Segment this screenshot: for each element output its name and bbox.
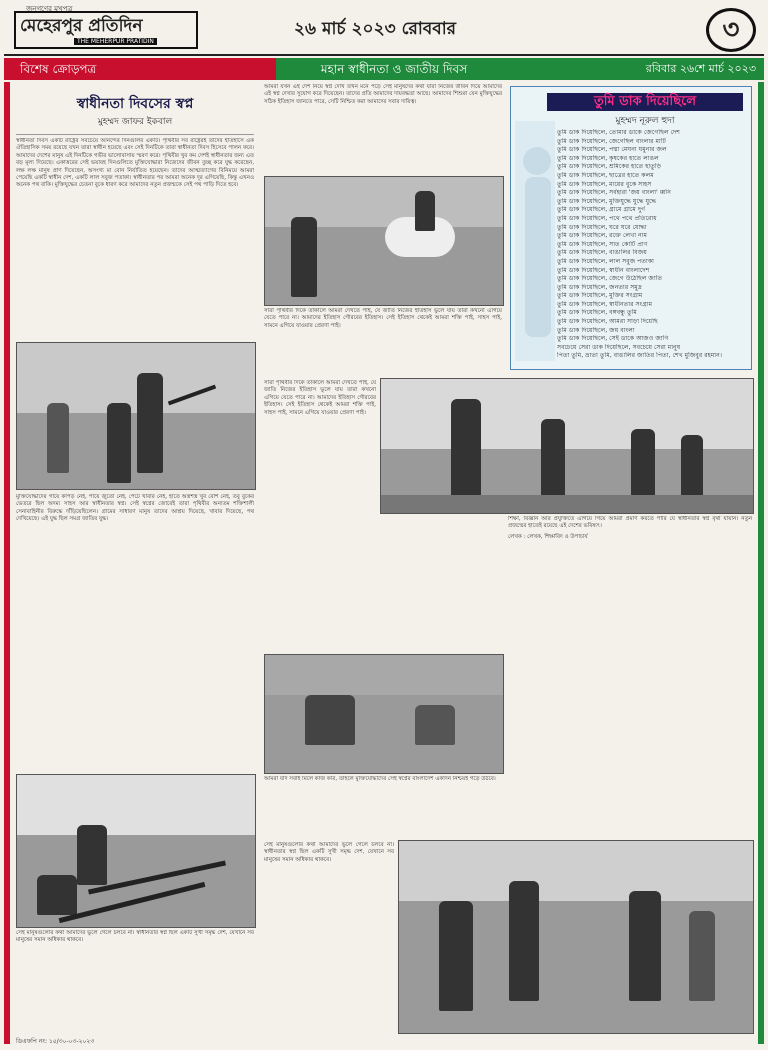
paragraph: সেই মানুষগুলোর কথা আমাদের ভুলে গেলে চলবে না। স্বাধীনতার স্বপ্ন ছিল একটি সুখী সমৃদ্ধ দেশ, যেখানে সব মানুষের সমান অধিকার থাকবে। [16,930,254,944]
poem-line: তুমি ডাক দিয়েছিলে, রক্তে লেখা নাম [557,232,647,240]
paragraph: সারা পৃথিবীর দিকে তাকালে আমরা দেখতে পাই, যে জাতি নিজের ইতিহাস ভুলে যায় তারা কখনো এগিয়ে যেতে পারে না। আমাদের ইতিহাস গৌরবের ইতিহাস। সেই ইতিহাস থেকেই আমরা শক্তি পাই, সাহস পাই, সামনে এগিয়ে যাওয়ার প্রেরণা পাই। [264,380,376,416]
column-2-text-bottom [264,842,394,1030]
poem-line: সবচেয়ে সেরা ডাক দিয়েছিলে, সবচেয়ে সেরা মানুষ [557,343,681,351]
column-2-text-top [264,84,502,174]
newspaper-logo-subtitle: THE MEHERPUR PRATIDIN [74,38,157,45]
section-title: মহান স্বাধীনতা ও জাতীয় দিবস [276,58,512,80]
poem-line: তুমি ডাক দিয়েছিলে, তোমার ডাকে জেগেছিল দেশ [557,129,680,136]
poem-line: তুমি ডাক দিয়েছিলে, ছাত্রের হাতে কলম [557,171,654,179]
poem-title: তুমি ডাক দিয়েছিলে [547,93,743,111]
paragraph: মুক্তিযোদ্ধাদের গায়ে কাপড় নেই, পায়ে জুতো নেই, পেটে খাবার নেই, হাতে অস্ত্রশস্ত্র খুব বেশি নেই, তবু বুকের ভেতরে ছিল অদম্য সাহস আর স্বাধীনতার স্বপ্ন। সেই স্বপ্নের জোরেই তারা পৃথিবীর অন্যতম শক্তিশালী সেনাবাহিনীর বিরুদ্ধে দাঁড়িয়েছিলেন। গ্রামের সাধারণ মানুষ তাদের আশ্রয় দিয়েছে, খাবার দিয়েছে, পথ দেখিয়েছে। এই যুদ্ধ ছিল সমগ্র জাতির যুদ্ধ। [16,494,254,523]
poem-line: তুমি ডাক দিয়েছিলে, স্বাধীন বাংলাদেশ [557,266,650,274]
poem-line: তুমি ডাক দিয়েছিলে, পথে পথে প্রতিরোধ [557,214,657,222]
poem-line: তুমি ডাক দিয়েছিলে, ঘরে ঘরে যোদ্ধা [557,223,647,231]
paragraph: স্বাধীনতা দিবস একটি রাষ্ট্রের সবচেয়ে আনন্দের দিনগুলির একটি। পৃথিবীর সব রাষ্ট্রেরই তাদের ইতিহাসে এক ঐতিহাসিক সময় রয়েছে যখন তারা স্বাধীন হয়েছে এবং সেই দিনটিকে তারা স্বাধীনতা দিবস হিসেবে পালন করে। আমাদের দেশের মানুষ এই দিনটিকে গভীর ভালোবাসায় স্মরণ করে। পৃথিবীর খুব কম দেশই স্বাধীনতার জন্য এত বড় মূল্য দিয়েছে। একাত্তরের সেই ভয়াবহ দিনগুলিতে মুক্তিযোদ্ধারা নিজেদের জীবন তুচ্ছ করে যুদ্ধ করেছেন, লক্ষ লক্ষ মানুষ প্রাণ দিয়েছেন, অসংখ্য মা বোন নির্যাতিত হয়েছেন। তাদের আত্মত্যাগের বিনিময়ে আমরা পেয়েছি একটি স্বাধীন দেশ, একটি লাল সবুজ পতাকা। স্বাধীনতার পর আমরা অনেক দূর এগিয়েছি, কিন্তু এখনও অনেক পথ বাকি। মুক্তিযুদ্ধের চেতনা বুকে ধারণ করে আমাদের নতুন প্রজন্মকে সেই পথ পাড়ি দিতে হবে। [16,138,254,189]
poem-line: তুমি ডাক দিয়েছিলে, জেগেছিল বাংলার মাটি [557,137,666,145]
band-date: রবিবার ২৬শে মার্চ ২০২৩ [512,58,764,80]
column-2-text-mid [264,308,502,378]
photo-combat-scene [264,654,504,774]
silhouette-illustration [515,121,555,361]
poem-line: তুমি ডাক দিয়েছিলে, স্বাধীনতার সংগ্রাম [557,300,653,308]
issue-date: ২৬ মার্চ ২০২৩ রোববার [294,19,457,39]
poem-line: তুমি ডাক দিয়েছিলে, জয় বাংলা [557,326,635,334]
poem-line: তুমি ডাক দিয়েছিলে, পদ্মা মেঘনা যমুনার জল [557,146,667,154]
poem-line: তুমি ডাক দিয়েছিলে, শ্রমিকের হাতে হাতুড়ি [557,163,662,171]
section-band [4,58,764,80]
poem-line: তুমি ডাক দিয়েছিলে, মুক্তির সংগ্রাম [557,292,643,300]
masthead [4,2,764,56]
poem-line: পিতা তুমি, ভ্রাতা তুমি, বাঙালির জাতির পিতা, শেখ মুজিবুর রহমান। [557,352,723,360]
poem-line: তুমি ডাক দিয়েছিলে, জনতার সমুদ্র [557,283,642,291]
poem-box [510,86,752,370]
paragraph: সেই মানুষগুলোর কথা আমাদের ভুলে গেলে চলবে না। স্বাধীনতার স্বপ্ন ছিল একটি সুখী সমৃদ্ধ দেশ, যেখানে সব মানুষের সমান অধিকার থাকবে। [264,842,394,863]
left-red-border [4,82,10,1044]
photo-armed-group [398,840,754,1034]
poem-line: তুমি ডাক দিয়েছিলে, বাঙালির বিজয় [557,249,647,257]
poem-line: তুমি ডাক দিয়েছিলে, গ্রামে গ্রামে দুর্গ [557,206,646,214]
poem-line: তুমি ডাক দিয়েছিলে, সাত কোটি প্রাণ [557,240,648,248]
photo-farmer-plough [264,176,504,306]
article-byline: মুহম্মদ জাফর ইকবাল [97,117,173,127]
paragraph: সারা পৃথিবীর দিকে তাকালে আমরা দেখতে পাই, যে জাতি নিজের ইতিহাস ভুলে যায় তারা কখনো এগিয়ে যেতে পারে না। আমাদের ইতিহাস গৌরবের ইতিহাস। সেই ইতিহাস থেকেই আমরা শক্তি পাই, সাহস পাই, সামনে এগিয়ে যাওয়ার প্রেরণা পাই। [264,308,502,329]
article-title: স্বাধীনতা দিবসের স্বপ্ন [76,96,194,112]
right-green-border [758,82,764,1044]
poem-line: তুমি ডাক দিয়েছিলে, বঙ্গবন্ধু তুমি [557,309,637,317]
column-3-text [508,516,752,832]
poem-author: মুহম্মদ নূরুল হুদা [615,116,675,126]
column-2-text-lower [264,776,502,840]
poem-line: তুমি ডাক দিয়েছিলে, লাল সবুজ পতাকা [557,257,654,265]
author-credit: লেখক : লেখক, শিক্ষাবিদ ও উপাচার্য [508,533,588,540]
column-1-text-mid [16,494,254,762]
poem-lines [557,129,747,361]
newspaper-logo: মেহেরপুর প্রতিদিন [14,11,198,49]
poem-line: তুমি ডাক দিয়েছিলে, মুক্তিযুদ্ধে যুদ্ধে যুদ্ধে [557,197,657,205]
photo-marchers [380,378,754,514]
poem-line: তুমি ডাক দিয়েছিলে, সর্বহারা 'জয় বাংলা' ধ্বনি [557,189,671,197]
poem-line: তুমি ডাক দিয়েছিলে, কৃষকের হাতে লাঙল [557,154,659,162]
tagline: জনগণের মুখপত্র [26,5,73,13]
article-header [16,88,254,135]
column-1-text-bottom [16,930,254,1030]
paragraph: শিক্ষা, বিজ্ঞান আর প্রযুক্তিতে এগিয়ে গিয়ে আমরা প্রমাণ করতে পারি যে স্বাধীনতার স্বপ্ন বৃথা যায়নি। নতুন প্রজন্মের হাতেই রয়েছে এই দেশের ভবিষ্যৎ। [508,516,752,530]
footer-code: ডিএফপি নং: ১৫/৩০-০৩-২০২৩ [16,1038,95,1045]
photo-riflemen [16,774,256,928]
paragraph: আমরা যখন এই দেশ নিয়ে স্বপ্ন দেখি তখন মনে পড়ে সেই মানুষদের কথা যারা নিজের জীবন দিয়ে আমাদের এই স্বপ্ন দেখার সুযোগ করে দিয়েছেন। তাদের প্রতি আমাদের দায়বদ্ধতা আছে। আমাদের শিশুরা যেন মুক্তিযুদ্ধের সঠিক ইতিহাস জানতে পারে, সেটি নিশ্চিত করা আমাদের সবার দায়িত্ব। [264,84,502,105]
poem-line: তুমি ডাক দিয়েছিলে, সেই ডাকে আজও জাগি [557,335,669,343]
poem-line: তুমি ডাক দিয়েছিলে, আমরা সাড়া দিয়েছি [557,318,658,326]
photo-freedom-fighters [16,342,256,490]
page-number: ৩ [706,8,756,52]
poem-line: তুমি ডাক দিয়েছিলে, মায়ের বুকে সাহস [557,180,652,188]
poem-line: তুমি ডাক দিয়েছিলে, জেগে উঠেছিল জাতি [557,275,663,283]
column-2-text-side [264,380,376,650]
column-1-text-top [16,138,254,338]
supplement-label: বিশেষ ক্রোড়পত্র [4,58,276,80]
paragraph: আমরা যদি সবাই মিলে কাজ করি, তাহলে মুক্তিযোদ্ধাদের সেই স্বপ্নের বাংলাদেশ একদিন নিশ্চয়ই গড়ে উঠবে। [264,776,496,782]
